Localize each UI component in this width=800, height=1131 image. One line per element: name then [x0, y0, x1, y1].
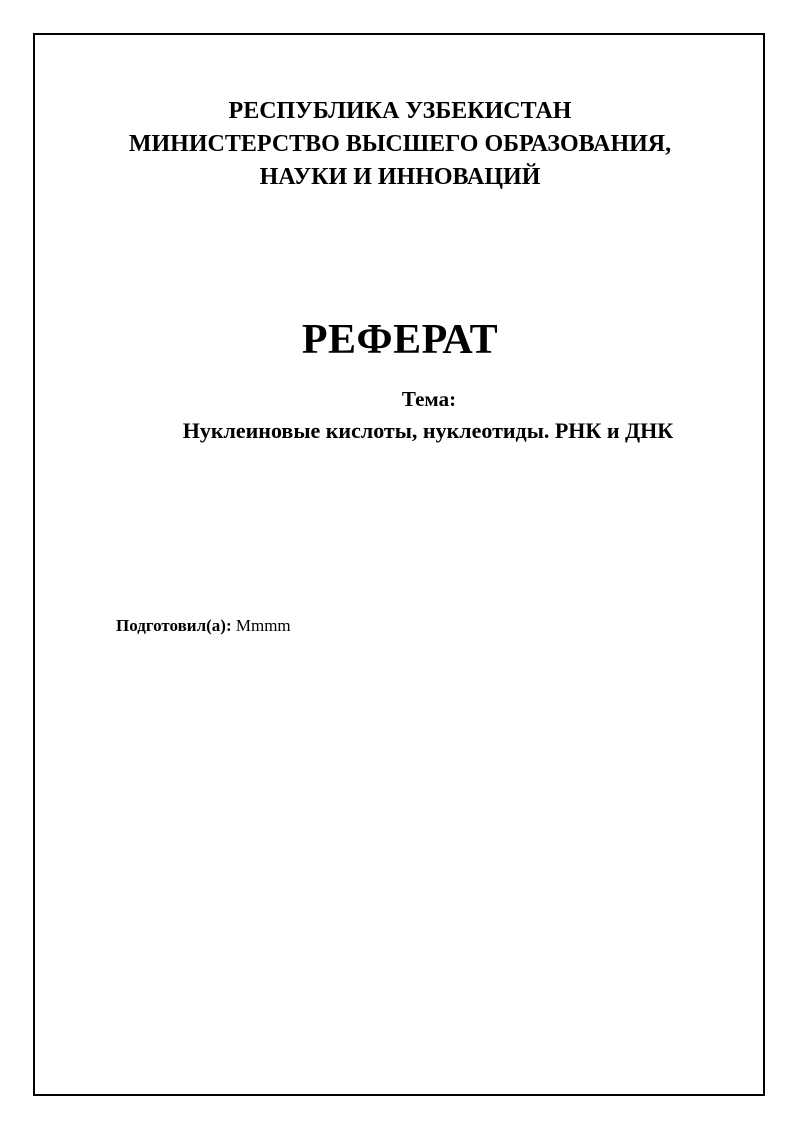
author-label: Подготовил(а): [116, 616, 232, 635]
author-line [116, 615, 291, 637]
ministry-header [0, 95, 800, 194]
country-line: РЕСПУБЛИКА УЗБЕКИСТАН [228, 98, 572, 124]
ministry-line-continued: НАУКИ И ИННОВАЦИЙ [259, 164, 541, 190]
ministry-line: МИНИСТЕРСТВО ВЫСШЕГО ОБРАЗОВАНИЯ, [128, 131, 672, 157]
author-name: Mmmm [235, 616, 291, 635]
topic-label: Тема: [401, 387, 457, 411]
topic-text: Нуклеиновые кислоты, нуклеотиды. РНК и ДНК [182, 418, 674, 443]
document-title: РЕФЕРАТ [301, 317, 499, 363]
